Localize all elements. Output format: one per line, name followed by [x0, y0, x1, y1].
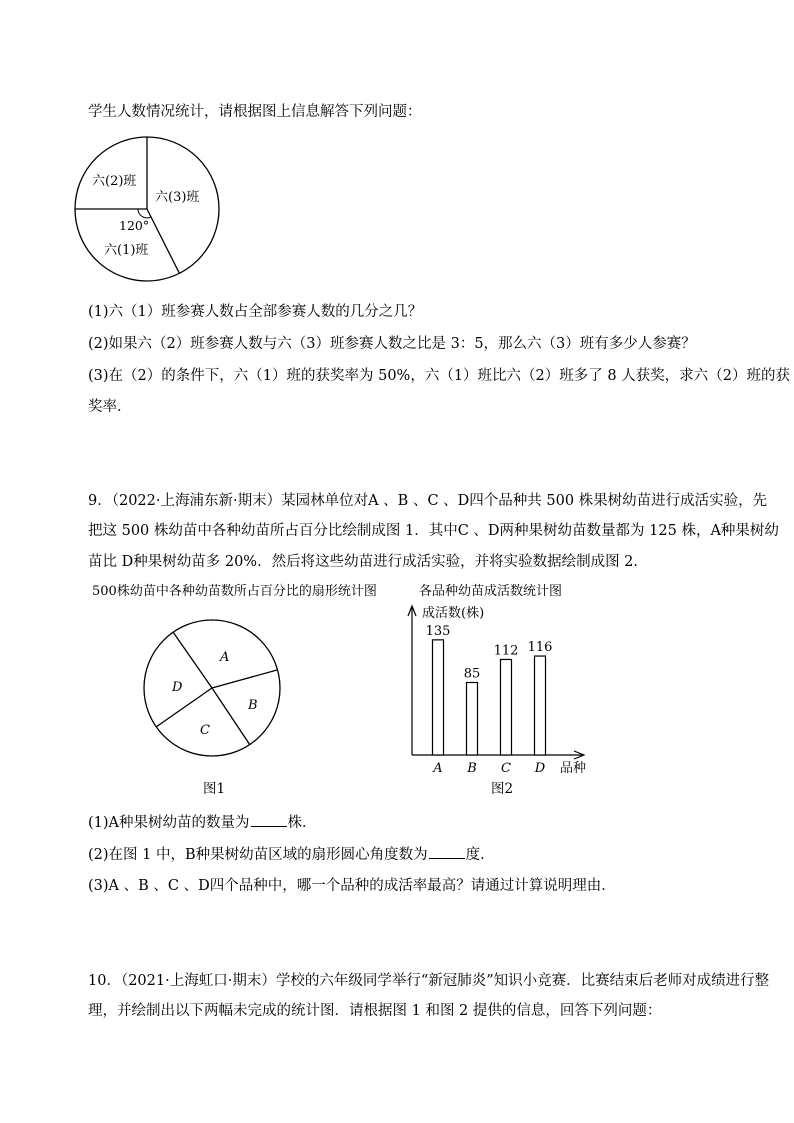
q8-pie-radius-bottom	[147, 209, 179, 273]
q9-sub3: (3)A 、B 、C 、D四个品种中，哪一个品种的成活率最高？请通过计算说明理由．	[88, 878, 616, 894]
bar-C	[501, 659, 512, 755]
q9-sub2-text-a: (2)在图 1 中，B种果树幼苗区域的扇形圆心角度数为	[88, 847, 428, 863]
fig1-label-b: B	[248, 698, 258, 713]
fig2-title: 各品种幼苗成活数统计图	[419, 584, 563, 599]
q8-intro: 学生人数情况统计，请根据图上信息解答下列问题：	[88, 104, 422, 120]
q8-sub3-line1: (3)在（2）的条件下，六（1）班的获奖率为 50%，六（1）班比六（2）班多了 8 人获奖，求六（2）班的获	[88, 368, 790, 384]
q8-pie-chart	[72, 134, 242, 284]
x-axis-label: 品种	[560, 761, 587, 776]
q8-label-class3: 六(3)班	[155, 190, 200, 205]
x-tick-B: B	[467, 761, 477, 776]
q8-sub2: (2)如果六（2）班参赛人数与六（3）班参赛人数之比是 3：5，那么六（3）班有多少人参赛？	[88, 336, 696, 352]
q9-line1: 9．（2022·上海浦东新·期末）某园林单位对A 、B 、C 、D四个品种共 500 株果树幼苗进行成活实验，先	[88, 493, 768, 509]
fig1-caption: 图1	[203, 781, 226, 797]
q9-line2: 把这 500 株幼苗中各种幼苗所占百分比绘制成图 1．其中C 、D两种果树幼苗数量都为 125 株，A种果树幼	[88, 523, 779, 539]
q9-line3: 苗比 D种果树幼苗多 20%．然后将这些幼苗进行成活实验，并将实验数据绘制成图 2．	[88, 554, 648, 570]
q8-label-angle: 120°	[119, 218, 150, 233]
y-axis-label: 成活数(株)	[422, 606, 485, 621]
fig2-bar-chart	[396, 600, 596, 785]
bar-value-B: 85	[463, 666, 481, 682]
q8-sub1: (1)六（1）班参赛人数占全部参赛人数的几分之几？	[88, 304, 423, 320]
q10-line1: 10．（2021·上海虹口·期末）学校的六年级同学举行“新冠肺炎”知识小竞赛．比赛结束后老师对成绩进行整	[88, 973, 770, 989]
bar-D	[535, 656, 546, 755]
fig1-pie-chart	[132, 608, 292, 768]
q9-sub2-blank	[429, 846, 465, 859]
q9-sub1-text-b: 株．	[287, 815, 317, 831]
q9-sub1-blank	[251, 814, 287, 827]
q8-label-class1: 六(1)班	[104, 243, 149, 258]
fig1-title: 500株幼苗中各种幼苗数所占百分比的扇形统计图	[92, 584, 377, 599]
fig1-label-c: C	[200, 723, 210, 738]
fig1-label-a: A	[220, 650, 230, 665]
q9-sub2-text-b: 度．	[465, 847, 495, 863]
q9-sub2	[88, 843, 495, 864]
x-tick-C: C	[501, 761, 511, 776]
x-tick-D: D	[534, 761, 546, 776]
fig1-radius-cd	[156, 688, 212, 727]
q9-sub1	[88, 811, 317, 832]
fig1-label-d: D	[172, 680, 183, 695]
bar-value-D: 116	[527, 640, 553, 656]
x-tick-A: A	[433, 761, 443, 776]
fig1-radius-ab	[212, 670, 277, 688]
q9-sub1-text-a: (1)A种果树幼苗的数量为	[88, 815, 250, 831]
bar-value-A: 135	[425, 623, 451, 639]
fig1-radius-bc	[212, 688, 250, 745]
bar-value-C: 112	[493, 643, 519, 659]
fig2-caption: 图2	[491, 781, 514, 797]
q8-sub3-line2: 奖率．	[88, 399, 132, 415]
q10-line2: 理，并绘制出以下两幅未完成的统计图．请根据图 1 和图 2 提供的信息，回答下列问题：	[88, 1003, 662, 1019]
bar-B	[467, 683, 478, 756]
q8-label-class2: 六(2)班	[92, 174, 137, 189]
bar-A	[433, 640, 444, 755]
